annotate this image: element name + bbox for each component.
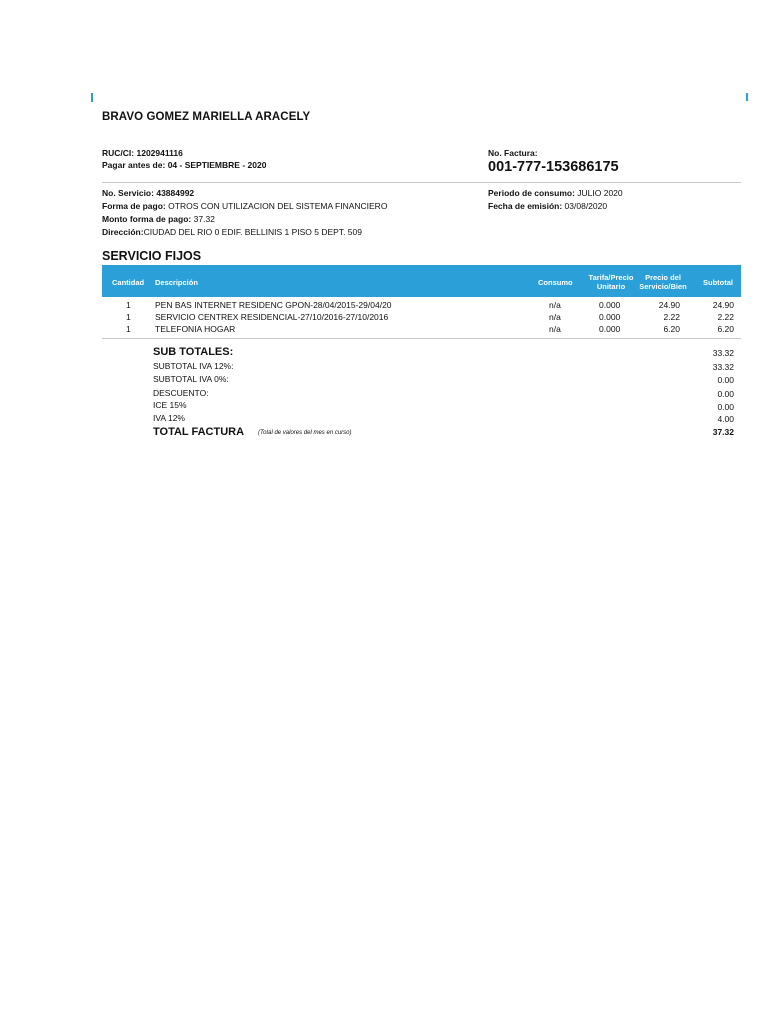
row-subtotal: 6.20 <box>717 324 734 334</box>
header-qty: Cantidad <box>112 278 145 287</box>
divider-top <box>102 182 741 183</box>
row-consumption: n/a <box>549 300 561 310</box>
invoice-number: 001-777-153686175 <box>488 159 619 175</box>
table-row <box>102 324 741 336</box>
row-subtotal: 24.90 <box>712 300 734 310</box>
ruc-label: RUC/CI: <box>102 148 135 158</box>
iva12-subtotal-value: 33.32 <box>712 362 734 372</box>
header-rate <box>586 273 636 291</box>
header-consumption: Consumo <box>538 278 573 287</box>
row-price: 24.90 <box>658 300 680 310</box>
header-subtotal: Subtotal <box>703 278 733 287</box>
period-value: JULIO 2020 <box>577 188 623 198</box>
total-value: 37.32 <box>712 427 734 437</box>
iva0-subtotal-value: 0.00 <box>717 375 734 385</box>
iva-value: 4.00 <box>717 414 734 424</box>
row-rate: 0.000 <box>599 300 621 310</box>
iva12-subtotal-label: SUBTOTAL IVA 12%: <box>153 361 234 371</box>
payment-form-label: Forma de pago: <box>102 201 166 211</box>
service-number-value: 43884992 <box>156 188 195 198</box>
row-rate: 0.000 <box>599 312 621 322</box>
row-desc: PEN BAS INTERNET RESIDENC GPON-28/04/2015-29/04/20 <box>155 300 392 310</box>
row-desc: SERVICIO CENTREX RESIDENCIAL-27/10/2016-27/10/2016 <box>155 312 389 322</box>
payment-amount-label: Monto forma de pago: <box>102 214 192 224</box>
total-note: (Total de valores del mes en curso) <box>258 430 352 436</box>
corner-mark-right <box>746 93 748 101</box>
discount-label: DESCUENTO: <box>153 388 209 398</box>
total-label: TOTAL FACTURA <box>153 426 245 438</box>
header-desc: Descripción <box>155 278 198 287</box>
row-qty: 1 <box>126 300 131 310</box>
corner-mark-left <box>91 93 93 102</box>
header-price-line2: Servicio/Bien <box>639 282 687 291</box>
payment-form-line <box>102 201 387 211</box>
payment-amount-value: 37.32 <box>193 214 215 224</box>
address-line <box>102 227 362 237</box>
issue-date-value: 03/08/2020 <box>564 201 608 211</box>
pay-before-value: 04 - SEPTIEMBRE - 2020 <box>167 160 267 170</box>
table-row <box>102 312 741 324</box>
invoice-number-label-line <box>488 148 538 158</box>
ice-label: ICE 15% <box>153 400 187 410</box>
row-consumption: n/a <box>549 312 561 322</box>
discount-value: 0.00 <box>717 389 734 399</box>
iva-label: IVA 12% <box>153 413 185 423</box>
ruc-line <box>102 148 183 158</box>
address-label: Dirección: <box>102 227 144 237</box>
row-qty: 1 <box>126 324 131 334</box>
header-price-line1: Precio del <box>645 273 681 282</box>
row-desc: TELEFONIA HOGAR <box>155 324 236 334</box>
address-value: CIUDAD DEL RIO 0 EDIF. BELLINIS 1 PISO 5 DEPT. 509 <box>143 227 362 237</box>
pay-before-line <box>102 160 266 170</box>
section-title: SERVICIO FIJOS <box>102 249 202 263</box>
row-price: 6.20 <box>663 324 680 334</box>
payment-form-value: OTROS CON UTILIZACION DEL SISTEMA FINANCIERO <box>168 201 388 211</box>
issue-date-label: Fecha de emisión: <box>488 201 563 211</box>
payment-amount-line <box>102 214 215 224</box>
row-consumption: n/a <box>549 324 561 334</box>
subtotals-label: SUB TOTALES: <box>153 346 234 358</box>
table-header <box>102 265 741 297</box>
iva0-subtotal-label: SUBTOTAL IVA 0%: <box>153 374 229 384</box>
period-label: Periodo de consumo: <box>488 188 575 198</box>
ruc-value: 1202941116 <box>136 148 183 158</box>
invoice-number-label: No. Factura: <box>488 148 538 158</box>
customer-name: BRAVO GOMEZ MARIELLA ARACELY <box>102 111 311 123</box>
table-row <box>102 300 741 312</box>
row-price: 2.22 <box>663 312 680 322</box>
header-rate-line1: Tarifa/Precio <box>588 273 634 282</box>
header-rate-line2: Unitario <box>596 282 626 291</box>
header-price <box>635 273 691 291</box>
row-rate: 0.000 <box>599 324 621 334</box>
subtotals-value: 33.32 <box>712 348 734 358</box>
period-line <box>488 188 623 198</box>
row-qty: 1 <box>126 312 131 322</box>
pay-before-label: Pagar antes de: <box>102 160 166 170</box>
divider-totals <box>102 338 741 339</box>
issue-date-line <box>488 201 607 211</box>
service-number-label: No. Servicio: <box>102 188 154 198</box>
row-subtotal: 2.22 <box>717 312 734 322</box>
ice-value: 0.00 <box>717 402 734 412</box>
service-number-line <box>102 188 194 198</box>
